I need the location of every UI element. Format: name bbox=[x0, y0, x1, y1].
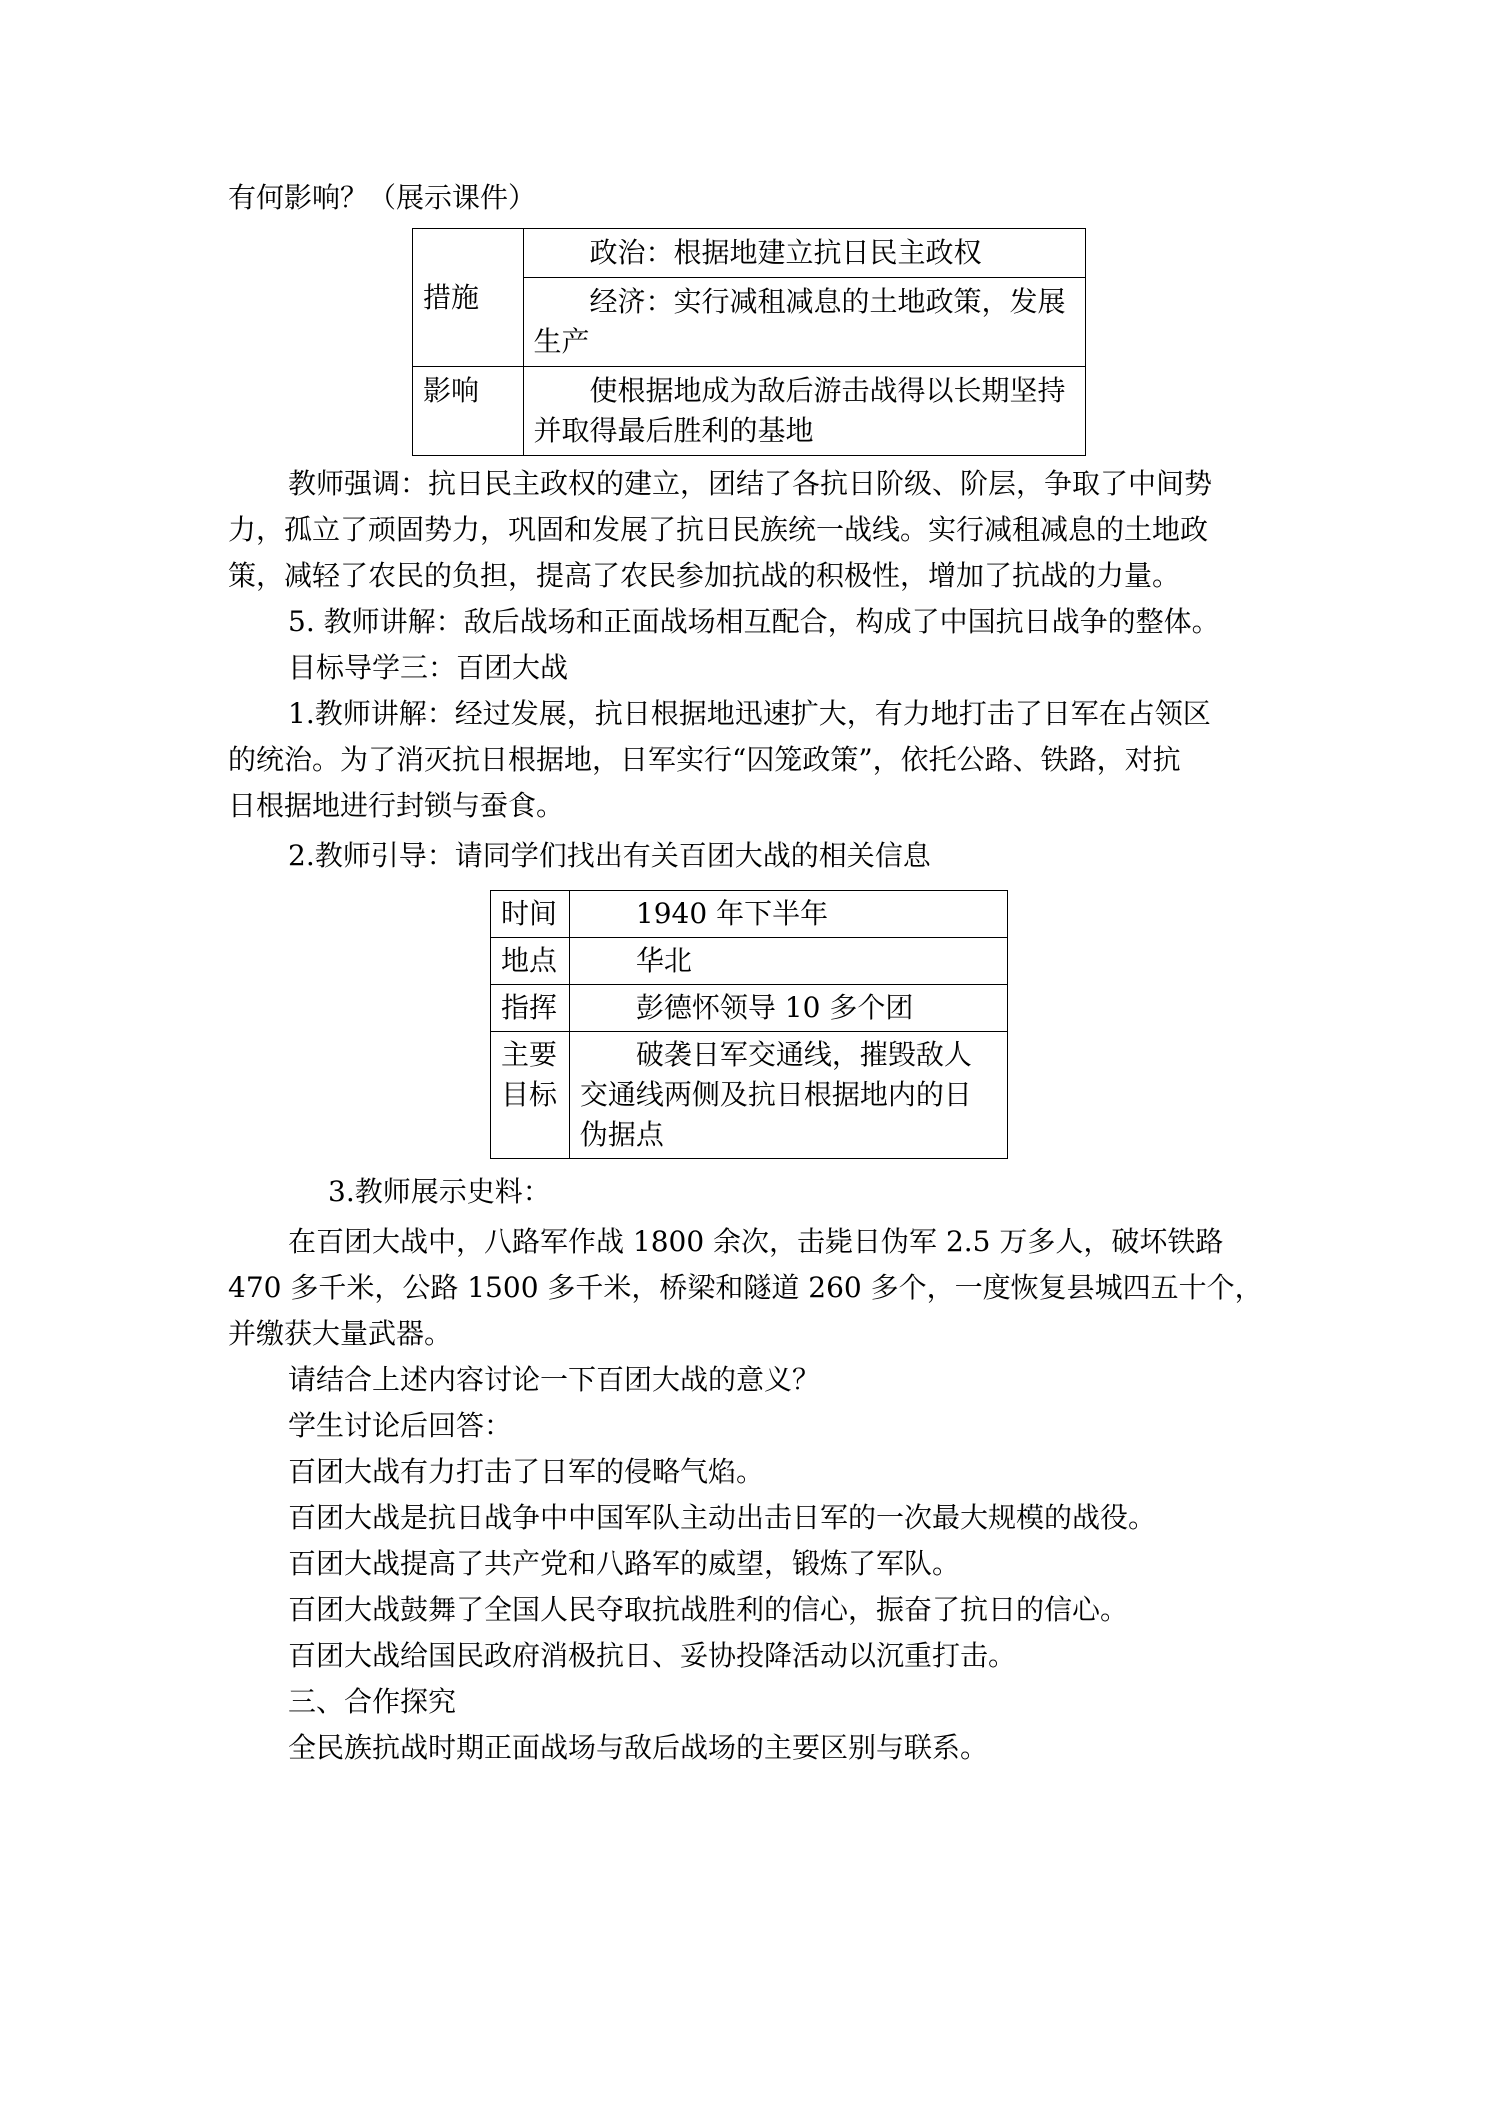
table-row bbox=[491, 1032, 1008, 1159]
paragraph-line: 在百团大战中，八路军作战 1800 余次，击毙日伪军 2.5 万多人，破坏铁路 bbox=[288, 1225, 1224, 1258]
answer-item: 百团大战是抗日战争中中国军队主动出击日军的一次最大规模的战役。 bbox=[288, 1501, 1157, 1534]
command-label-cell: 指挥 bbox=[491, 985, 570, 1032]
table-row bbox=[491, 891, 1008, 938]
command-cell: 彭德怀领导 10 多个团 bbox=[569, 985, 1007, 1032]
table-row bbox=[491, 938, 1008, 985]
answer-intro: 学生讨论后回答： bbox=[288, 1409, 513, 1442]
place-label-cell: 地点 bbox=[491, 938, 570, 985]
measures-label-cell: 措施 bbox=[413, 229, 524, 367]
target-label-cell: 主要目标 bbox=[491, 1032, 570, 1159]
table-row bbox=[491, 985, 1008, 1032]
impact-cell: 使根据地成为敌后游击战得以长期坚持并取得最后胜利的基地 bbox=[523, 367, 1086, 456]
answer-item: 百团大战提高了共产党和八路军的威望，锻炼了军队。 bbox=[288, 1547, 961, 1580]
paragraph-line: 470 多千米，公路 1500 多千米，桥梁和隧道 260 多个，一度恢复县城四五十个， bbox=[228, 1271, 1263, 1304]
discussion-question: 请结合上述内容讨论一下百团大战的意义？ bbox=[288, 1363, 821, 1396]
paragraph-line: 力，孤立了顽固势力，巩固和发展了抗日民族统一战线。实行减租减息的土地政 bbox=[228, 513, 1209, 546]
point-5-line: 5. 教师讲解：敌后战场和正面战场相互配合，构成了中国抗日战争的整体。 bbox=[288, 605, 1220, 638]
paragraph-line: 策，减轻了农民的负担，提高了农民参加抗战的积极性，增加了抗战的力量。 bbox=[228, 559, 1181, 592]
economy-cell: 经济：实行减租减息的土地政策，发展生产 bbox=[523, 278, 1086, 367]
point-3-line: 3.教师展示史料： bbox=[328, 1175, 551, 1208]
table-row bbox=[413, 229, 1086, 278]
paragraph-line: 并缴获大量武器。 bbox=[228, 1317, 453, 1350]
answer-item: 百团大战鼓舞了全国人民夺取抗战胜利的信心，振奋了抗日的信心。 bbox=[288, 1593, 1129, 1626]
final-line: 全民族抗战时期正面战场与敌后战场的主要区别与联系。 bbox=[288, 1731, 989, 1764]
paragraph-line: 教师强调：抗日民主政权的建立，团结了各抗日阶级、阶层，争取了中间势 bbox=[288, 467, 1213, 500]
place-cell: 华北 bbox=[569, 938, 1007, 985]
hundred-regiments-table bbox=[490, 890, 1008, 1159]
table-row bbox=[413, 367, 1086, 456]
point-2-line: 2.教师引导：请同学们找出有关百团大战的相关信息 bbox=[288, 839, 931, 872]
measures-impact-table bbox=[412, 228, 1086, 456]
intro-line: 有何影响？（展示课件） bbox=[228, 181, 537, 214]
answer-item: 百团大战给国民政府消极抗日、妥协投降活动以沉重打击。 bbox=[288, 1639, 1017, 1672]
impact-label-cell: 影响 bbox=[413, 367, 524, 456]
paragraph-line: 的统治。为了消灭抗日根据地，日军实行“囚笼政策”，依托公路、铁路，对抗 bbox=[228, 743, 1181, 776]
time-cell: 1940 年下半年 bbox=[569, 891, 1007, 938]
paragraph-line: 1.教师讲解：经过发展，抗日根据地迅速扩大，有力地打击了日军在占领区 bbox=[288, 697, 1211, 730]
section-heading: 三、合作探究 bbox=[288, 1685, 457, 1718]
paragraph-line: 日根据地进行封锁与蚕食。 bbox=[228, 789, 565, 822]
time-label-cell: 时间 bbox=[491, 891, 570, 938]
goal3-heading: 目标导学三：百团大战 bbox=[288, 651, 569, 684]
answer-item: 百团大战有力打击了日军的侵略气焰。 bbox=[288, 1455, 765, 1488]
politics-cell: 政治：根据地建立抗日民主政权 bbox=[523, 229, 1086, 278]
target-cell: 破袭日军交通线，摧毁敌人交通线两侧及抗日根据地内的日伪据点 bbox=[569, 1032, 1007, 1159]
